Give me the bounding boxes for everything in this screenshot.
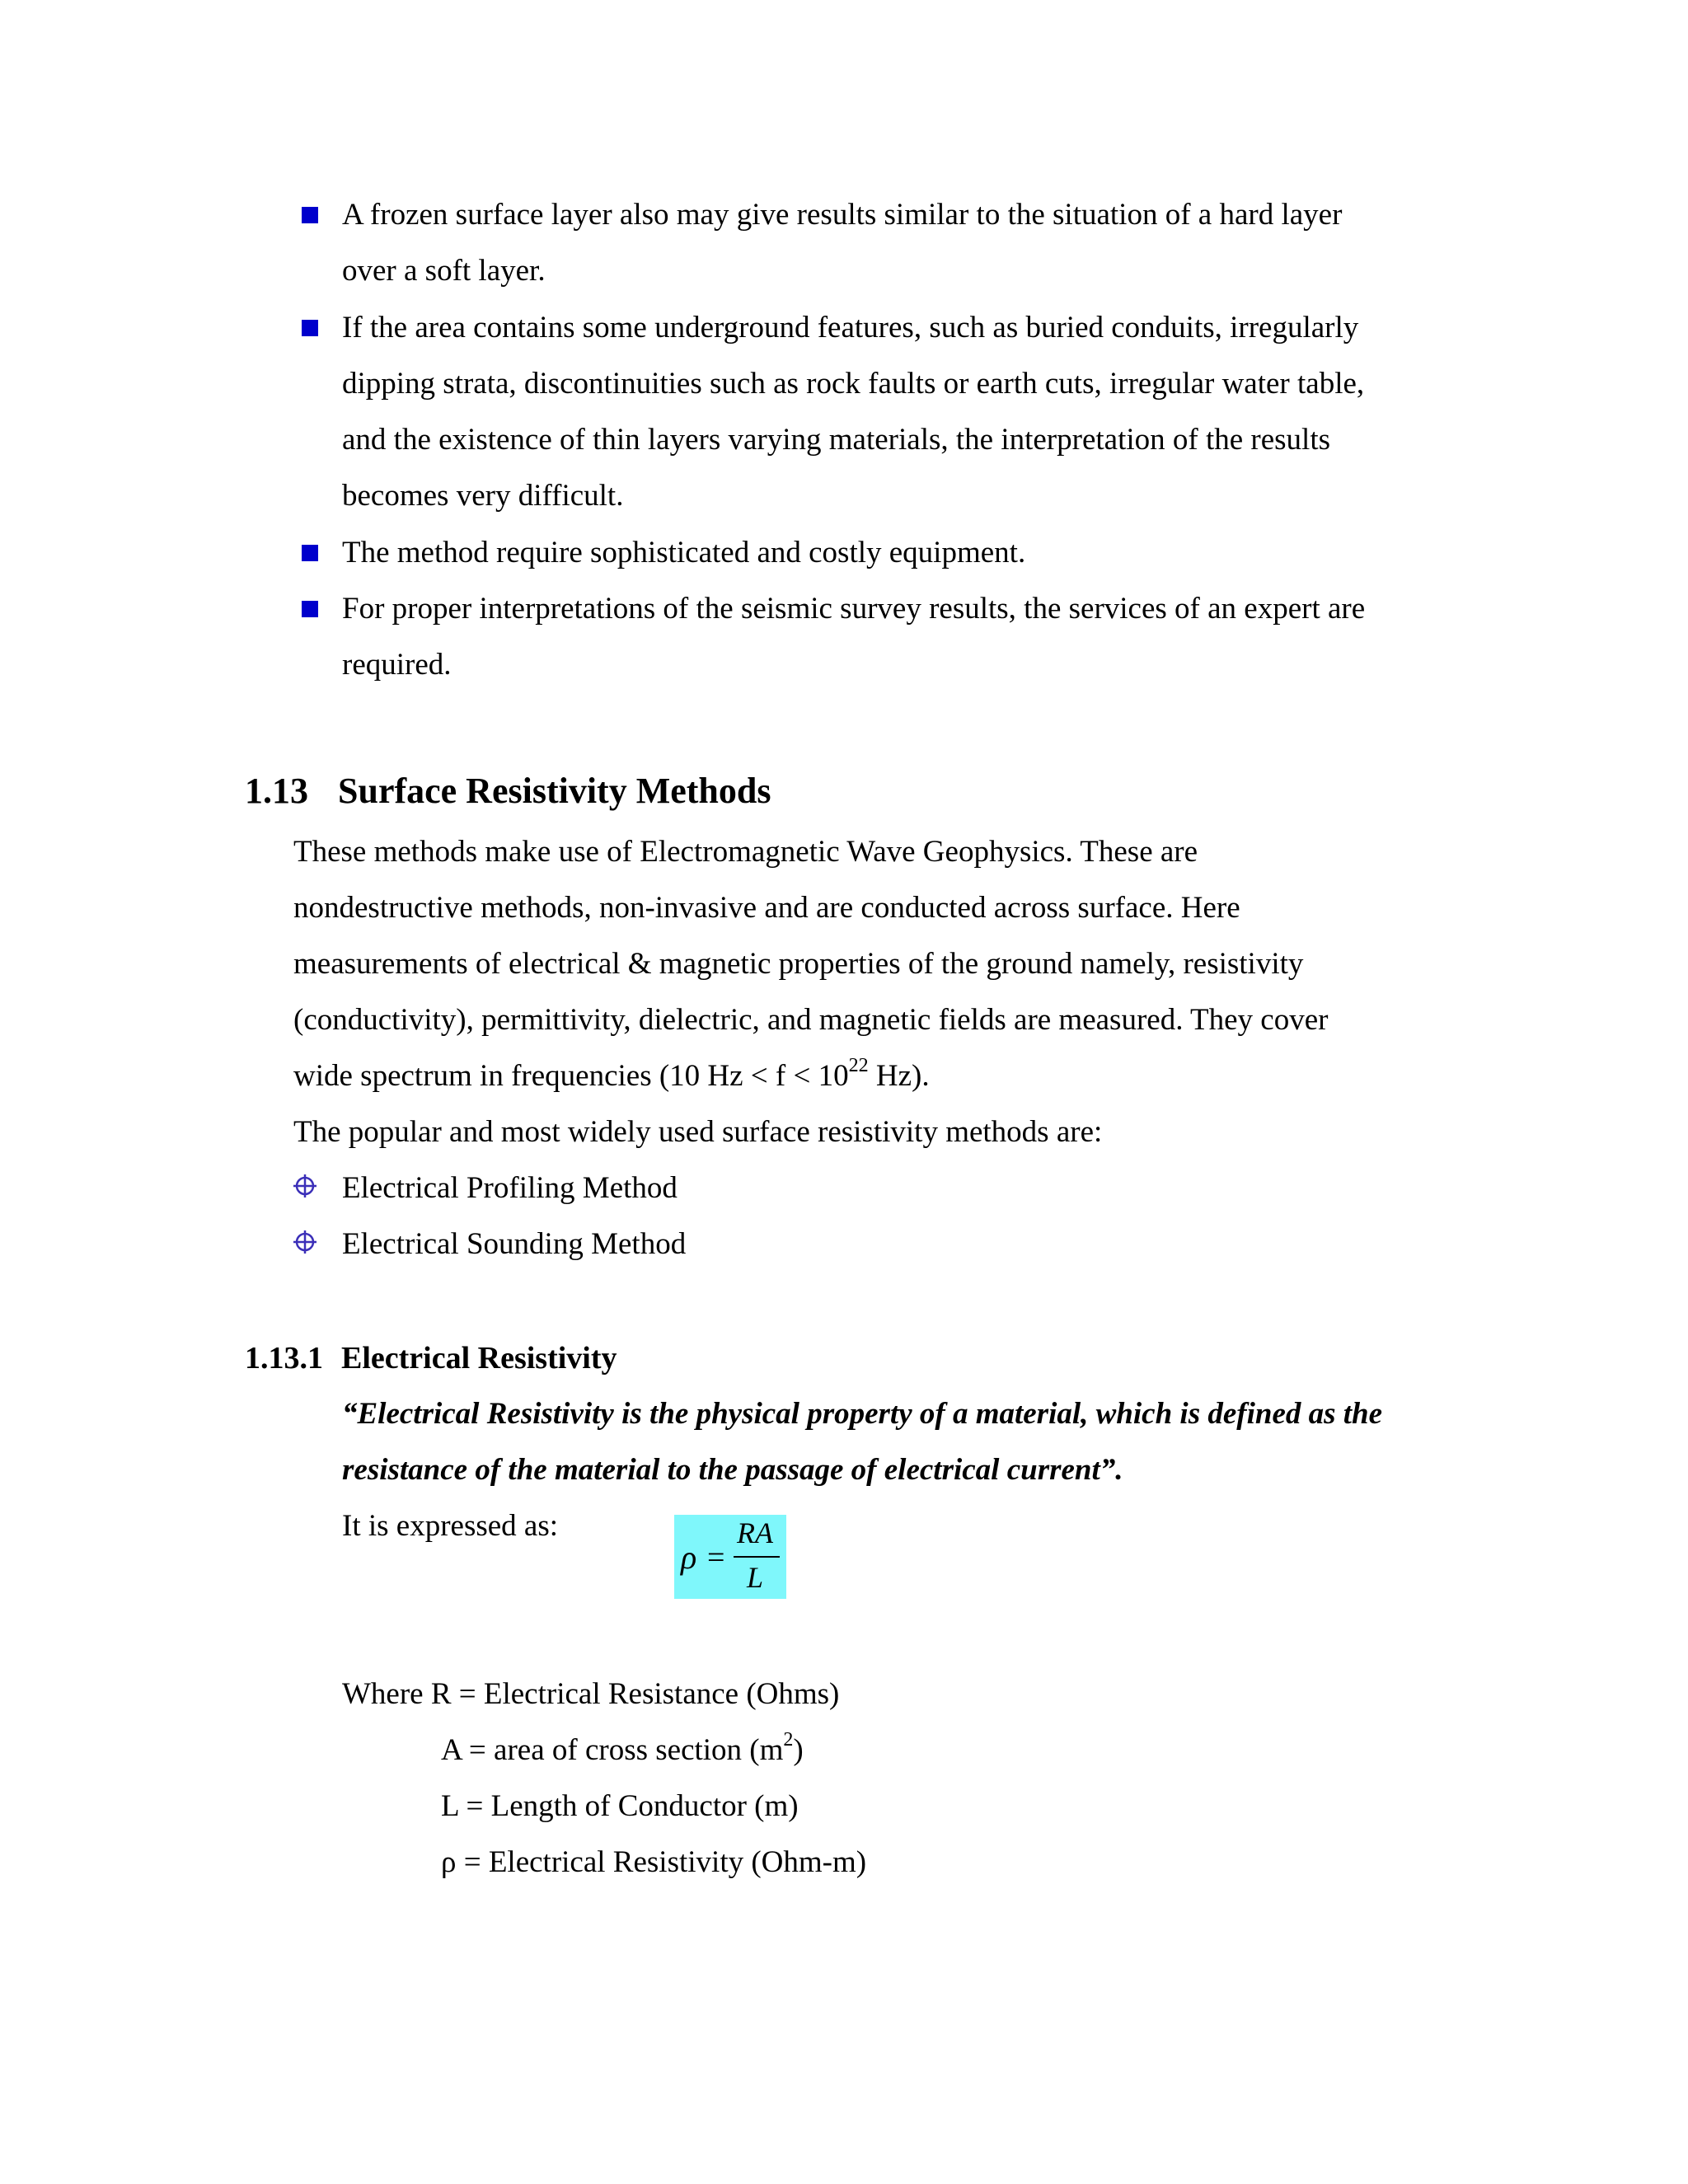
bullet-1-line-1: A frozen surface layer also may give results similar to the situation of a hard layer [342,198,1343,232]
bullet-4-line-2: required. [342,648,452,682]
crosshair-bullet-icon [293,1230,317,1254]
freq-text: wide spectrum in frequencies (10 Hz < f < 10 [293,1059,849,1093]
methods-intro: The popular and most widely used surface resistivity methods are: [293,1115,1103,1149]
where-text: A = area of cross section (m [441,1733,784,1767]
expressed-as-label: It is expressed as: [342,1509,559,1543]
square-bullet-icon [302,207,318,223]
area-exponent: 2 [783,1728,794,1750]
where-text: L = Length of Conductor (m) [441,1789,799,1823]
freq-exponent: 22 [848,1054,869,1076]
formula-rho: ρ [681,1539,697,1576]
definition-line-1: “Electrical Resistivity is the physical property of a material, which is defined as the [342,1397,1383,1431]
formula-numerator: RA [737,1516,773,1549]
square-bullet-icon [302,601,318,617]
definition-line-2: resistance of the material to the passage of electrical current”. [342,1453,1123,1487]
where-line-resistivity [441,1843,866,1882]
formula-equals: = [707,1540,725,1575]
square-bullet-icon [302,320,318,336]
subsection-number: 1.13.1 [245,1341,323,1376]
method-item-sounding: Electrical Sounding Method [342,1227,687,1261]
section-number: 1.13 [245,771,308,811]
subsection-heading [245,1338,617,1378]
bullet-3-line-1: The method require sophisticated and costly equipment. [342,536,1026,569]
square-bullet-icon [302,545,318,561]
bullet-2-line-3: and the existence of thin layers varying materials, the interpretation of the results [342,423,1331,457]
bullet-2-line-4: becomes very difficult. [342,479,624,513]
resistivity-formula [674,1515,786,1599]
where-text: ρ = Electrical Resistivity (Ohm-m) [441,1845,867,1879]
crosshair-bullet-icon [293,1174,317,1198]
para-line-5 [293,1054,930,1096]
where-text-after: ) [793,1733,804,1767]
where-text: Where R = Electrical Resistance (Ohms) [342,1677,840,1711]
subsection-title: Electrical Resistivity [341,1341,617,1376]
formula-denominator: L [747,1561,764,1594]
para-line-4: (conductivity), permittivity, dielectric, and magnetic fields are measured. They cover [293,1003,1329,1037]
bullet-2-line-1: If the area contains some underground features, such as buried conduits, irregularly [342,311,1359,344]
fraction-bar [734,1556,780,1558]
para-line-3: measurements of electrical & magnetic properties of the ground namely, resistivity [293,947,1304,981]
where-line-length [441,1787,799,1826]
para-line-1: These methods make use of Electromagnetic Wave Geophysics. These are [293,835,1198,869]
bullet-4-line-1: For proper interpretations of the seismic survey results, the services of an expert are [342,592,1366,626]
bullet-1-line-2: over a soft layer. [342,254,546,288]
where-line-resistance [342,1675,839,1714]
freq-unit: Hz). [868,1059,930,1093]
para-line-2: nondestructive methods, non-invasive and are conducted across surface. Here [293,891,1240,925]
bullet-2-line-2: dipping strata, discontinuities such as rock faults or earth cuts, irregular water table, [342,367,1365,401]
method-item-profiling: Electrical Profiling Method [342,1171,678,1205]
section-title: Surface Resistivity Methods [338,771,771,811]
section-heading [245,768,771,814]
where-line-area [441,1728,804,1770]
